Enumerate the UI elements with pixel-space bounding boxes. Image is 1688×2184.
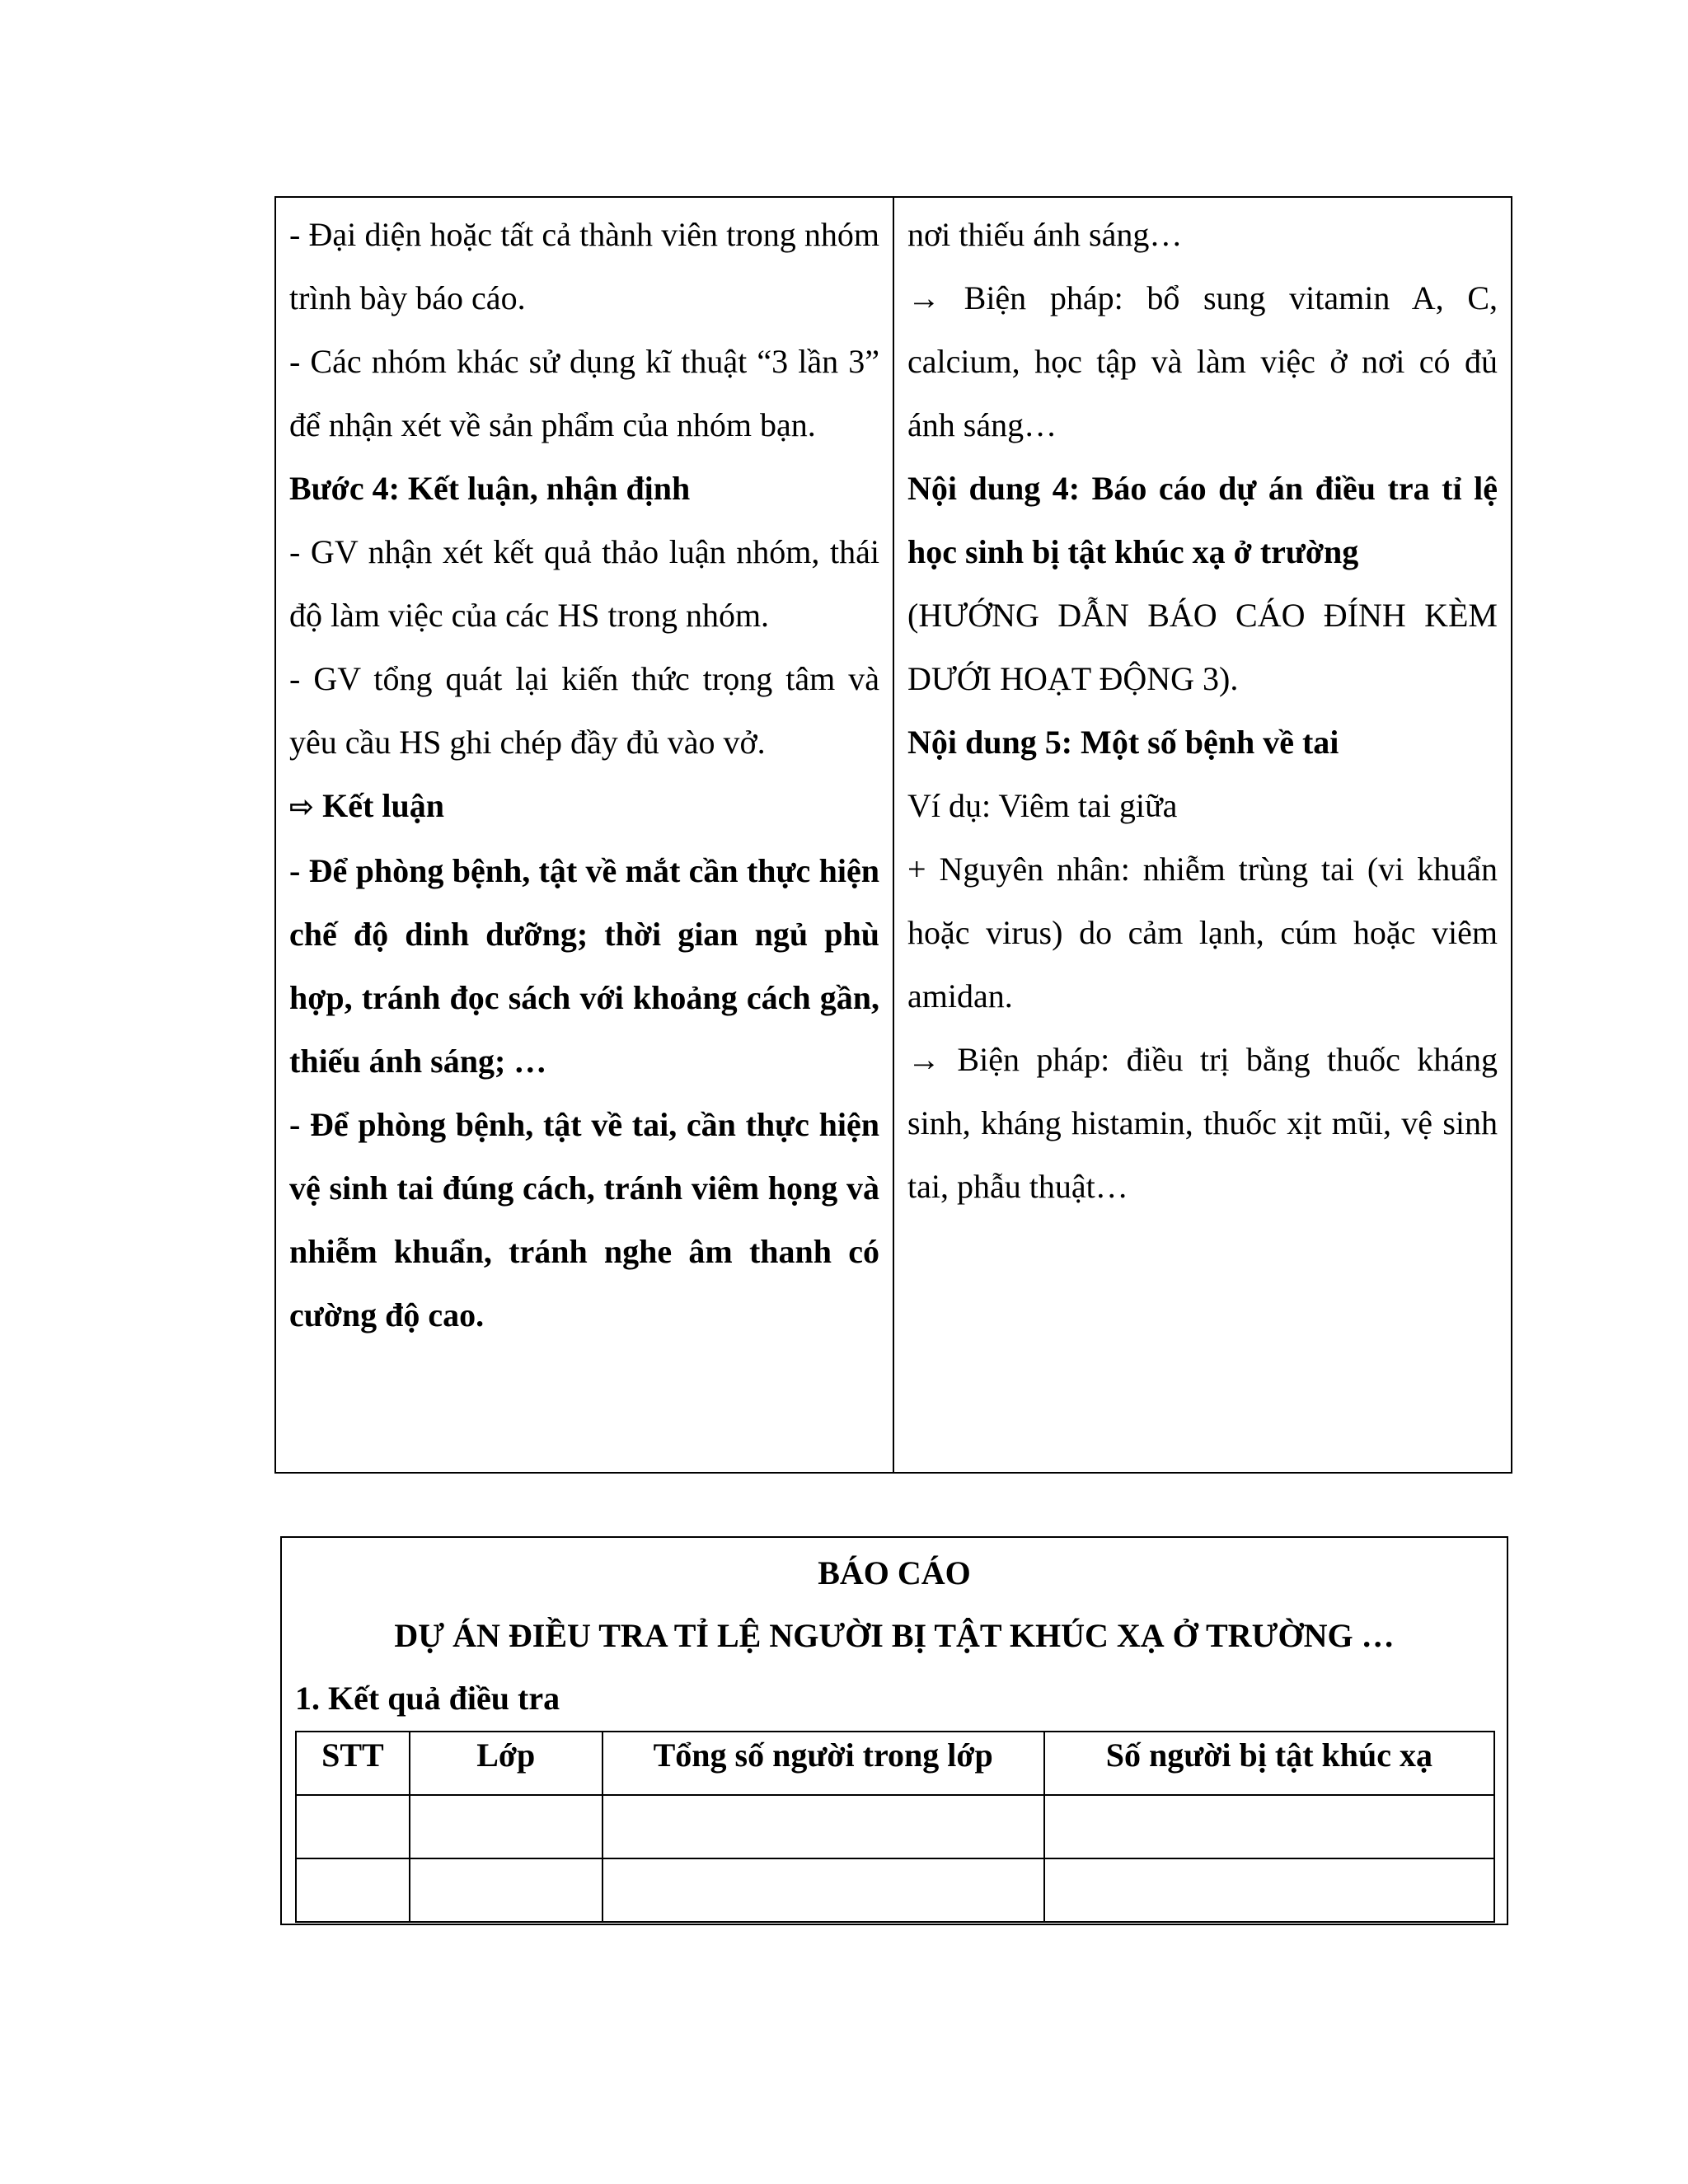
column-header: STT xyxy=(296,1732,410,1795)
paragraph: - GV tổng quát lại kiến thức trọng tâm và yêu cầu HS ghi chép đầy đủ vào vở. xyxy=(289,660,879,761)
table-cell xyxy=(603,1795,1044,1858)
results-table xyxy=(295,1731,1495,1923)
section-label: 1. Kết quả điều tra xyxy=(295,1680,560,1717)
content-heading: Nội dung 4: Báo cáo dự án điều tra tỉ lệ học sinh bị tật khúc xạ ở trường xyxy=(907,470,1498,570)
table-cell xyxy=(296,1795,410,1858)
lesson-table xyxy=(274,196,1512,1474)
table-cell xyxy=(410,1795,603,1858)
table-cell xyxy=(603,1858,1044,1922)
report-box xyxy=(280,1536,1508,1925)
table-cell xyxy=(1044,1858,1494,1922)
table-row xyxy=(296,1858,1494,1922)
right-arrow-icon: ⇨ xyxy=(289,790,315,824)
paragraph: → Biện pháp: điều trị bằng thuốc kháng sinh, kháng histamin, thuốc xịt mũi, vệ sinh tai, phẫu thuật… xyxy=(907,1041,1498,1205)
table-cell xyxy=(296,1858,410,1922)
paragraph: - Các nhóm khác sử dụng kĩ thuật “3 lần 3” để nhận xét về sản phẩm của nhóm bạn. xyxy=(289,343,879,443)
paragraph: + Nguyên nhân: nhiễm trùng tai (vi khuẩn hoặc virus) do cảm lạnh, cúm hoặc viêm amidan. xyxy=(907,851,1498,1015)
paragraph: - Đại diện hoặc tất cả thành viên trong nhóm trình bày báo cáo. xyxy=(289,216,879,316)
content-heading: Nội dung 5: Một số bệnh về tai xyxy=(907,724,1339,761)
paragraph: Ví dụ: Viêm tai giữa xyxy=(907,787,1178,824)
conclusion-heading xyxy=(289,774,879,839)
report-title: BÁO CÁO xyxy=(818,1554,971,1591)
column-header: Tổng số người trong lớp xyxy=(603,1732,1044,1795)
paragraph: → Biện pháp: bổ sung vitamin A, C, calcium, học tập và làm việc ở nơi có đủ ánh sáng… xyxy=(907,279,1498,443)
conclusion-eye: - Để phòng bệnh, tật về mắt cần thực hiện chế độ dinh dưỡng; thời gian ngủ phù hợp, tránh đọc sách với khoảng cách gần, thiếu ánh sáng; … xyxy=(289,852,879,1080)
right-column xyxy=(894,198,1511,1472)
paragraph: nơi thiếu ánh sáng… xyxy=(907,216,1183,253)
column-header: Số người bị tật khúc xạ xyxy=(1044,1732,1494,1795)
table-row xyxy=(296,1795,1494,1858)
table-cell xyxy=(1044,1795,1494,1858)
left-column xyxy=(276,198,894,1472)
table-cell xyxy=(410,1858,603,1922)
conclusion-ear: - Để phòng bệnh, tật về tai, cần thực hiện vệ sinh tai đúng cách, tránh viêm họng và nhiễm khuẩn, tránh nghe âm thanh có cường độ cao. xyxy=(289,1106,879,1333)
paragraph: (HƯỚNG DẪN BÁO CÁO ĐÍNH KÈM DƯỚI HOẠT ĐỘNG 3). xyxy=(907,597,1498,697)
step-heading: Bước 4: Kết luận, nhận định xyxy=(289,470,691,507)
conclusion-label: Kết luận xyxy=(322,787,444,824)
table-header-row xyxy=(296,1732,1494,1795)
column-header: Lớp xyxy=(410,1732,603,1795)
report-subtitle: DỰ ÁN ĐIỀU TRA TỈ LỆ NGƯỜI BỊ TẬT KHÚC XẠ Ở TRƯỜNG … xyxy=(394,1617,1395,1654)
paragraph: - GV nhận xét kết quả thảo luận nhóm, thái độ làm việc của các HS trong nhóm. xyxy=(289,533,879,634)
